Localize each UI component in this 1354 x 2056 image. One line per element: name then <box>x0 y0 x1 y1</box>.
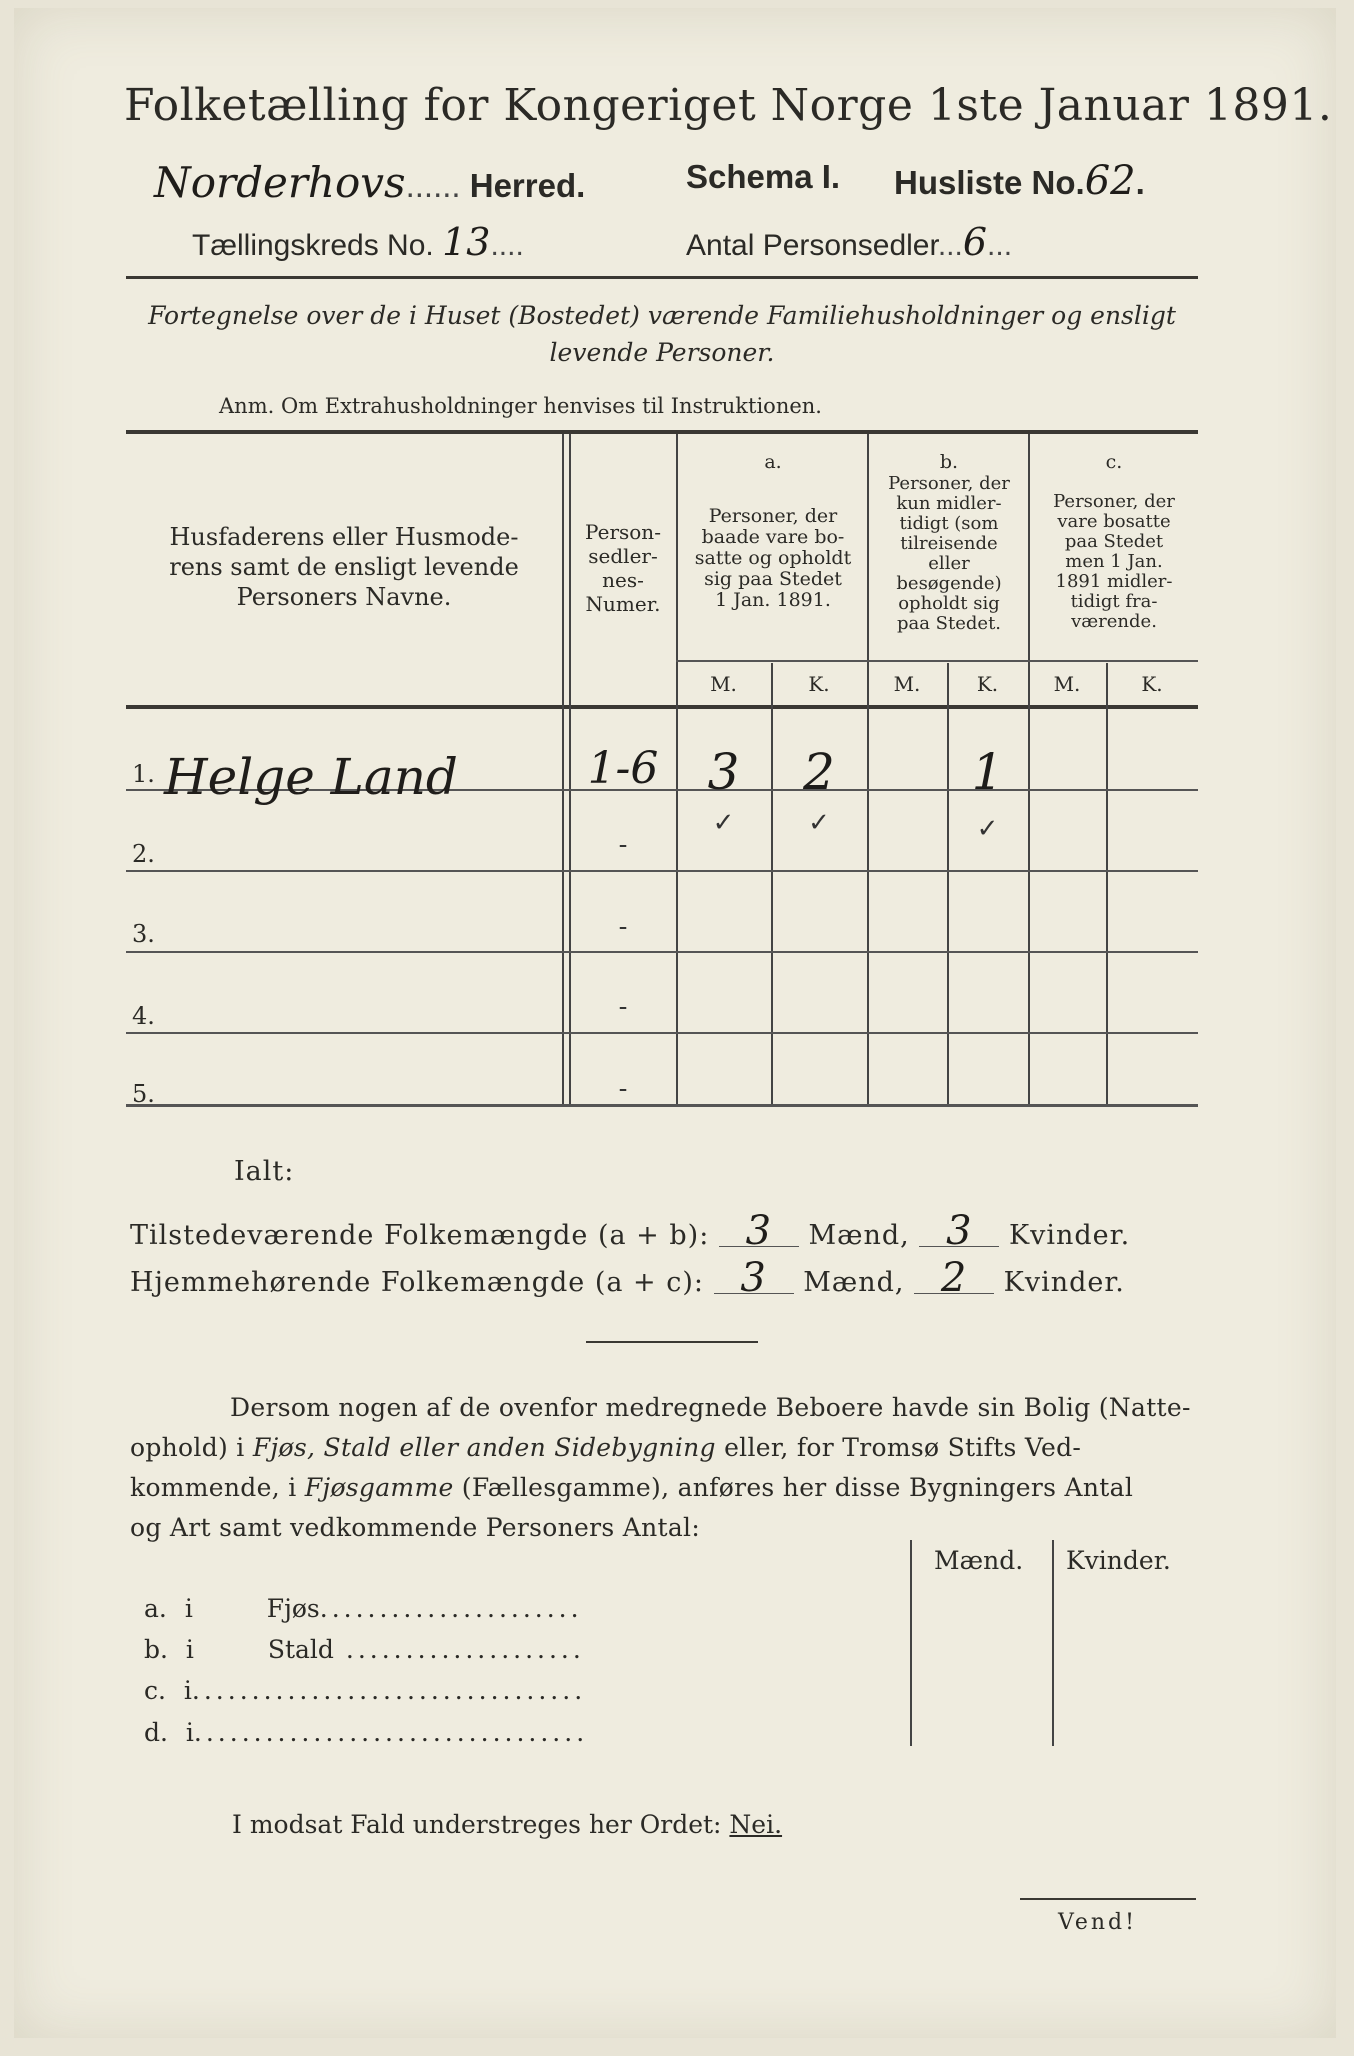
building-i: i <box>184 1594 193 1623</box>
col-num-line: Person- <box>585 520 661 544</box>
table-divider <box>947 663 949 1106</box>
b-k-value: 1 <box>971 743 1004 801</box>
col-b-line: tilreisende <box>900 533 998 554</box>
person-numbers: - <box>618 830 628 860</box>
person-numbers: 1-6 <box>587 743 659 794</box>
col-num-line: Numer. <box>585 592 661 616</box>
tilstede-line <box>130 1208 1131 1254</box>
personsedler-label: Antal Personsedler <box>686 229 938 262</box>
col-num-line: nes- <box>602 568 644 592</box>
col-num-line: sedler- <box>588 544 658 568</box>
building-name: Fjøs <box>266 1594 320 1623</box>
col-c-line: værende. <box>1071 611 1157 632</box>
building-letter: b. <box>144 1635 168 1664</box>
col-a-letter: a. <box>764 451 782 473</box>
buildings-kvinder-header: Kvinder. <box>1066 1546 1171 1575</box>
modsat-text: I modsat Fald understreges her Ordet: <box>232 1810 722 1839</box>
b-k-header: K. <box>976 672 999 696</box>
col-name-text: rens samt de ensligt levende <box>169 553 519 581</box>
col-a-line: baade vare bo- <box>701 526 845 548</box>
tilstede-maend: 3 <box>719 1216 799 1247</box>
hjemme-kvinder: 2 <box>914 1263 994 1294</box>
col-name-line: Husfaderens eller Husmode- <box>169 523 519 551</box>
col-a-line: sig paa Stedet <box>704 568 842 590</box>
buildings-divider <box>1052 1540 1054 1746</box>
col-c-letter: c. <box>1105 451 1123 473</box>
building-row-a: a. i Fjøs...................... <box>144 1594 583 1623</box>
personsedler-line: Antal Personsedler...6... <box>686 220 1013 264</box>
nei-word: Nei. <box>729 1810 783 1839</box>
col-b-line: paa Stedet. <box>896 613 1002 634</box>
c-m-header: M. <box>1053 672 1081 696</box>
row-number: 1. <box>132 760 155 788</box>
row-number: 4. <box>132 1002 155 1030</box>
taellingskreds-value: 13 <box>442 220 491 264</box>
vend-rule <box>1020 1898 1196 1900</box>
col-b-line: kun midler- <box>896 493 1002 514</box>
paragraph-italic: Fjøsgamme <box>304 1473 454 1502</box>
col-c-line: paa Stedet <box>1064 531 1164 552</box>
col-num-header <box>570 520 676 616</box>
a-m-header: M. <box>710 672 737 696</box>
building-row-c: c. i................................. <box>144 1676 587 1705</box>
a-m-checkmark: ✓ <box>712 808 735 838</box>
building-i: i <box>183 1676 192 1705</box>
taellingskreds-line: Tællingskreds No. 13.... <box>192 220 524 264</box>
person-numbers: - <box>618 912 628 942</box>
col-b-line: tidigt (som <box>899 513 999 534</box>
census-form-page <box>14 8 1336 2038</box>
paragraph-line: og Art samt vedkommende Personers Antal: <box>130 1513 701 1542</box>
husliste-label: Husliste No. <box>894 164 1085 201</box>
paragraph-text: kommende, i <box>130 1473 305 1502</box>
kvinder-word: Kvinder. <box>1003 1267 1125 1298</box>
husliste-line: Husliste No.62. <box>894 158 1145 204</box>
c-k-header: K. <box>1141 672 1163 696</box>
col-c-line: Personer, der <box>1053 491 1175 512</box>
col-b-line: opholdt sig <box>898 593 1000 614</box>
col-b-line: besøgende) <box>896 573 1002 594</box>
household-name: Helge Land <box>164 748 458 806</box>
a-k-value: 2 <box>803 743 835 801</box>
vend-text: Vend! <box>1058 1910 1137 1935</box>
paragraph-text: (Fællesgamme), anføres her disse Bygningers Antal <box>453 1473 1134 1502</box>
table-bottom-rule <box>126 1104 1198 1107</box>
intro-note: Anm. Om Extrahusholdninger henvises til Instruktionen. <box>219 394 822 418</box>
col-b-line: eller <box>928 553 970 574</box>
building-letter: c. <box>144 1676 166 1705</box>
hjemme-maend: 3 <box>714 1263 794 1294</box>
col-name-header <box>134 522 554 612</box>
mk-rule <box>676 660 1198 662</box>
table-header-rule <box>126 705 1198 709</box>
kvinder-word: Kvinder. <box>1008 1220 1131 1251</box>
building-row-d: d. i................................. <box>144 1718 589 1747</box>
col-a-line: Personer, der <box>708 505 838 527</box>
husliste-value: 62 <box>1084 158 1136 204</box>
building-letter: d. <box>144 1718 168 1747</box>
paragraph-line: Dersom nogen af de ovenfor medregnede Beboere havde sin Bolig (Natte- <box>230 1393 1191 1422</box>
separator-rule <box>586 1341 758 1343</box>
building-letter: a. <box>144 1594 167 1623</box>
b-m-header: M. <box>893 672 921 696</box>
hjemme-label: Hjemmehørende Folkemængde (a + c): <box>130 1267 704 1298</box>
intro-line2: levende Personer. <box>549 338 775 367</box>
building-row-b: b. i Stald .................... <box>144 1635 585 1664</box>
a-k-header: K. <box>808 672 830 696</box>
col-c-line: 1891 midler- <box>1055 571 1173 592</box>
row-rule <box>126 870 1198 872</box>
tilstede-kvinder: 3 <box>919 1216 999 1247</box>
b-k-checkmark: ✓ <box>976 814 999 844</box>
ialt-label: Ialt: <box>234 1156 295 1187</box>
col-c-header <box>1030 492 1198 632</box>
table-top-rule <box>126 430 1198 434</box>
col-name-line: Personers Navne. <box>236 583 452 611</box>
buildings-divider <box>910 1540 912 1746</box>
modsat-line <box>232 1810 782 1839</box>
tilstede-label: Tilstedeværende Folkemængde (a + b): <box>130 1220 710 1251</box>
col-a-line: satte og opholdt <box>694 547 852 569</box>
col-b-letter: b. <box>939 451 959 473</box>
form-title: Folketælling for Kongeriget Norge 1ste Januar 1891. <box>124 80 1333 131</box>
col-b-header <box>869 474 1029 634</box>
schema-label: Schema I. <box>686 158 841 195</box>
building-name: Stald <box>267 1635 334 1664</box>
person-numbers: - <box>618 992 628 1022</box>
taellingskreds-label: Tællingskreds No. <box>192 229 434 262</box>
row-number: 5. <box>132 1080 155 1108</box>
row-rule <box>126 1032 1198 1034</box>
a-k-checkmark: ✓ <box>808 808 830 838</box>
col-c-line: vare bosatte <box>1057 511 1171 532</box>
header-rule <box>126 276 1198 279</box>
building-i: i <box>185 1718 194 1747</box>
paragraph-line <box>130 1468 1133 1508</box>
col-b-line: Personer, der <box>888 473 1010 494</box>
building-i: i <box>185 1635 194 1664</box>
row-number: 2. <box>132 840 155 868</box>
buildings-maend-header: Mænd. <box>934 1546 1024 1575</box>
col-c-line: men 1 Jan. <box>1065 551 1163 572</box>
paragraph-line <box>130 1428 1081 1468</box>
herred-line: Norderhovs...... Herred. <box>154 158 586 207</box>
maend-word: Mænd, <box>803 1267 905 1298</box>
hjemme-line <box>130 1255 1125 1301</box>
personsedler-value: 6 <box>962 220 988 264</box>
paragraph-italic: Fjøs, Stald eller anden Sidebygning <box>252 1433 716 1462</box>
herred-value: Norderhovs <box>154 158 406 207</box>
herred-label: Herred. <box>469 167 586 204</box>
a-m-value: 3 <box>707 743 740 801</box>
table-divider <box>1106 663 1108 1106</box>
paragraph-text: ophold) i <box>130 1433 253 1462</box>
person-numbers: - <box>618 1074 628 1104</box>
col-a-line: 1 Jan. 1891. <box>715 589 831 611</box>
col-a-header <box>678 506 868 611</box>
table-divider <box>771 663 773 1106</box>
maend-word: Mænd, <box>808 1220 910 1251</box>
table-divider <box>562 434 564 1106</box>
col-name-line <box>134 552 554 582</box>
row-rule <box>126 951 1198 953</box>
intro-line1: Fortegnelse over de i Huset (Bostedet) værende Familiehusholdninger og ensligt <box>148 301 1176 330</box>
paragraph-text: eller, for Tromsø Stifts Ved- <box>715 1433 1082 1462</box>
row-number: 3. <box>132 920 155 948</box>
col-c-line: tidigt fra- <box>1070 591 1158 612</box>
